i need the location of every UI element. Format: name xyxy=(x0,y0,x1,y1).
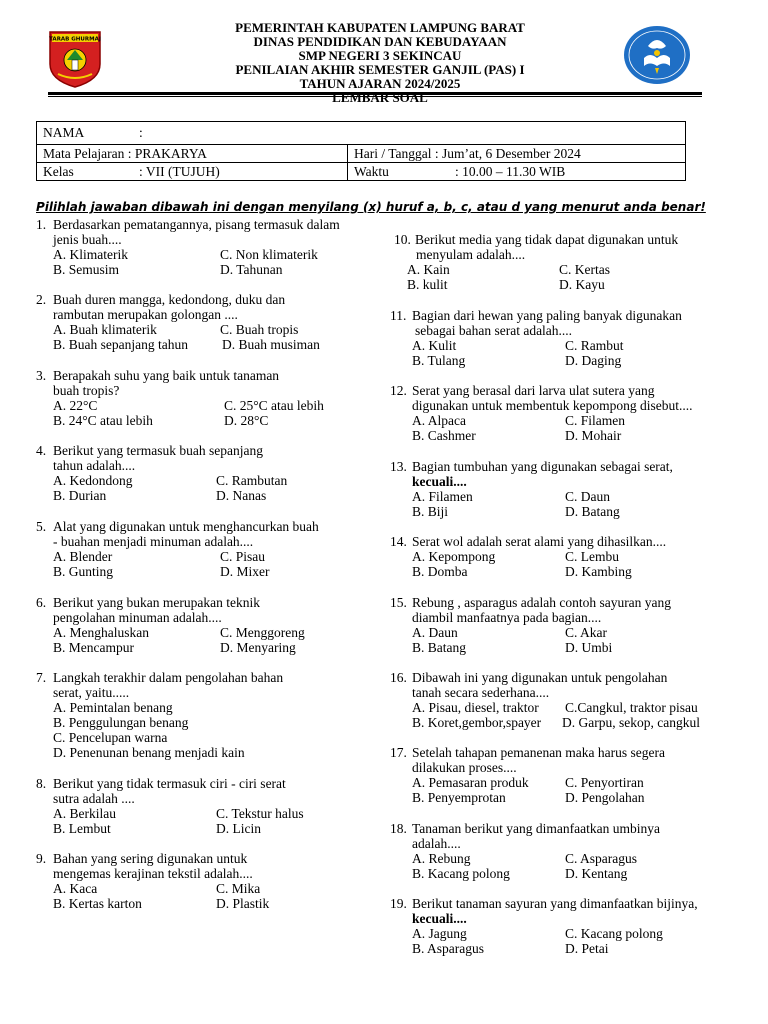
question-number: 14. xyxy=(390,534,407,549)
question-number: 13. xyxy=(390,459,407,474)
tut-wuri-handayani-logo-icon xyxy=(622,24,692,86)
header-line-5: TAHUN AJARAN 2024/2025 xyxy=(299,76,461,91)
question-13 xyxy=(390,459,740,519)
question-number: 5. xyxy=(36,519,47,534)
option-b[interactable]: B. kulit xyxy=(407,277,448,292)
question-11 xyxy=(390,308,740,368)
question-stem: Langkah terakhir dalam pengolahan bahan xyxy=(53,670,284,685)
option-a[interactable]: A. Menghaluskan xyxy=(53,625,149,640)
lampung-barat-emblem-icon xyxy=(48,30,102,88)
option-a[interactable]: A. Pisau, diesel, traktor xyxy=(412,700,539,715)
question-number: 19. xyxy=(390,896,407,911)
option-a[interactable]: A. Pemasaran produk xyxy=(412,775,529,790)
question-number: 15. xyxy=(390,595,407,610)
question-stem: Bahan yang sering digunakan untuk xyxy=(53,851,248,866)
option-d[interactable]: D. Batang xyxy=(565,504,620,519)
question-number: 4. xyxy=(36,443,47,458)
question-stem: Serat wol adalah serat alami yang dihasilkan.... xyxy=(412,534,667,549)
time-cell xyxy=(348,163,686,181)
question-stem: Bagian dari hewan yang paling banyak digunakan xyxy=(412,308,682,323)
option-b[interactable]: B. Mencampur xyxy=(53,640,134,655)
question-1 xyxy=(36,217,381,277)
option-a[interactable]: A. Kulit xyxy=(412,338,457,353)
option-c[interactable]: C. Kertas xyxy=(559,262,610,277)
question-stem: Berikut yang bukan merupakan teknik xyxy=(53,595,260,610)
option-b[interactable]: B. Penggulungan benang xyxy=(53,715,189,730)
question-5 xyxy=(36,519,381,579)
name-label: NAMA xyxy=(43,125,85,140)
question-stem: Berikut yang tidak termasuk ciri - ciri serat xyxy=(53,776,286,791)
class-value: : VII (TUJUH) xyxy=(139,163,220,179)
header-line-2: DINAS PENDIDIKAN DAN KEBUDAYAAN xyxy=(253,34,507,49)
question-stem: pengolahan minuman adalah.... xyxy=(53,610,222,625)
option-a[interactable]: A. Kaca xyxy=(53,881,98,896)
option-b[interactable]: B. Buah sepanjang tahun xyxy=(53,337,188,352)
question-number: 1. xyxy=(36,217,47,232)
question-stem: Berikut tanaman sayuran yang dimanfaatkan bijinya, xyxy=(412,896,698,911)
option-d[interactable]: D. Penenunan benang menjadi kain xyxy=(53,745,245,760)
question-9 xyxy=(36,851,381,911)
question-stem: Setelah tahapan pemanenan maka harus segera xyxy=(412,745,666,760)
option-d[interactable]: D. 28°C xyxy=(224,413,269,428)
question-stem: mengemas kerajinan tekstil adalah.... xyxy=(53,866,253,881)
question-stem: Bagian tumbuhan yang digunakan sebagai serat, xyxy=(412,459,673,474)
question-number: 7. xyxy=(36,670,47,685)
option-c[interactable]: C. Daun xyxy=(565,489,610,504)
option-c[interactable]: C. Rambutan xyxy=(216,473,288,488)
question-3 xyxy=(36,368,381,428)
question-stem: Buah duren mangga, kedondong, duku dan xyxy=(53,292,286,307)
question-stem: Berikut yang termasuk buah sepanjang xyxy=(53,443,263,458)
option-a[interactable]: A. Kepompong xyxy=(412,549,496,564)
option-a[interactable]: A. 22°C xyxy=(53,398,98,413)
date-cell: Hari / Tanggal : Jum’at, 6 Desember 2024 xyxy=(348,145,686,163)
option-a[interactable]: A. Kedondong xyxy=(53,473,133,488)
question-7 xyxy=(36,670,381,760)
option-d[interactable]: D. Kambing xyxy=(565,564,632,579)
question-stem: Tanaman berikut yang dimanfaatkan umbinya xyxy=(412,821,660,836)
option-b[interactable]: B. Cashmer xyxy=(412,428,476,443)
option-b[interactable]: B. 24°C atau lebih xyxy=(53,413,153,428)
header-line-1: PEMERINTAH KABUPATEN LAMPUNG BARAT xyxy=(235,20,525,35)
student-info-table xyxy=(36,121,686,181)
option-d[interactable]: D. Nanas xyxy=(216,488,267,503)
question-stem-emphasis: kecuali.... xyxy=(412,474,467,489)
option-b[interactable]: B. Biji xyxy=(412,504,449,519)
question-stem-emphasis: kecuali.... xyxy=(412,911,467,926)
question-number: 6. xyxy=(36,595,47,610)
option-a[interactable]: A. Alpaca xyxy=(412,413,466,428)
option-d[interactable]: D. Tahunan xyxy=(220,262,283,277)
option-c[interactable]: C. Penyortiran xyxy=(565,775,644,790)
question-number: 12. xyxy=(390,383,407,398)
class-label: Kelas xyxy=(43,163,74,179)
name-separator: : xyxy=(139,125,143,140)
option-b[interactable]: B. Koret,gembor,spayer xyxy=(412,715,542,730)
option-a[interactable]: A. Kain xyxy=(407,262,450,277)
question-8 xyxy=(36,776,381,836)
question-stem: Berdasarkan pematangannya, pisang termasuk dalam xyxy=(53,217,340,232)
question-stem: buah tropis? xyxy=(53,383,120,398)
option-d[interactable]: D. Plastik xyxy=(216,896,270,911)
question-19 xyxy=(390,896,750,956)
option-d[interactable]: D. Daging xyxy=(565,353,622,368)
option-b[interactable]: B. Lembut xyxy=(53,821,111,836)
option-a[interactable]: A. Blender xyxy=(53,549,113,564)
question-14 xyxy=(390,534,740,579)
question-stem: digunakan untuk membentuk kepompong disebut.... xyxy=(412,398,693,413)
option-a[interactable]: A. Rebung xyxy=(412,851,471,866)
question-2 xyxy=(36,292,381,352)
question-stem: Berapakah suhu yang baik untuk tanaman xyxy=(53,368,280,383)
question-stem: sutra adalah .... xyxy=(53,791,135,806)
question-number: 11. xyxy=(390,308,407,323)
option-c[interactable]: C. Filamen xyxy=(565,413,625,428)
question-number: 18. xyxy=(390,821,407,836)
question-16 xyxy=(390,670,750,730)
option-c[interactable]: C. Tekstur halus xyxy=(216,806,304,821)
question-6 xyxy=(36,595,381,655)
question-15 xyxy=(390,595,740,655)
question-number: 16. xyxy=(390,670,407,685)
question-number: 17. xyxy=(390,745,407,760)
question-stem: adalah.... xyxy=(412,836,461,851)
question-number: 9. xyxy=(36,851,47,866)
question-stem: rambutan merupakan golongan .... xyxy=(53,307,238,322)
option-c[interactable]: C. 25°C atau lebih xyxy=(224,398,324,413)
option-a[interactable]: A. Filamen xyxy=(412,489,473,504)
option-d[interactable]: D. Petai xyxy=(565,941,609,956)
question-18 xyxy=(390,821,740,881)
header-line-6: LEMBAR SOAL xyxy=(332,90,428,105)
option-b[interactable]: B. Kertas karton xyxy=(53,896,142,911)
question-4 xyxy=(36,443,381,503)
time-label: Waktu xyxy=(354,163,389,179)
question-stem: tanah secara sederhana.... xyxy=(412,685,550,700)
question-stem: Berikut media yang tidak dapat digunakan untuk xyxy=(415,232,679,247)
option-a[interactable]: A. Buah klimaterik xyxy=(53,322,157,337)
option-c[interactable]: C. Menggoreng xyxy=(220,625,305,640)
question-stem: menyulam adalah.... xyxy=(416,247,526,262)
option-b[interactable]: B. Tulang xyxy=(412,353,466,368)
option-d[interactable]: D. Pengolahan xyxy=(565,790,645,805)
question-12 xyxy=(390,383,740,443)
option-b[interactable]: B. Semusim xyxy=(53,262,120,277)
question-stem: tahun adalah.... xyxy=(53,458,136,473)
option-a[interactable]: A. Pemintalan benang xyxy=(53,700,173,715)
option-b[interactable]: B. Batang xyxy=(412,640,466,655)
question-stem: serat, yaitu..... xyxy=(53,685,130,700)
question-stem: diambil manfaatnya pada bagian.... xyxy=(412,610,602,625)
instruction: Pilihlah jawaban dibawah ini dengan menyilang (x) huruf a, b, c, atau d yang menurut anda benar! xyxy=(36,200,706,214)
option-c[interactable]: C. Pisau xyxy=(220,549,266,564)
option-c[interactable]: C. Pencelupan warna xyxy=(53,730,168,745)
option-a[interactable]: A. Daun xyxy=(412,625,458,640)
header-line-4: PENILAIAN AKHIR SEMESTER GANJIL (PAS) I xyxy=(235,62,525,77)
emblem-motto: TARAB GHURMAJ xyxy=(49,36,101,43)
option-d[interactable]: D. Mixer xyxy=(220,564,270,579)
question-stem: - buahan menjadi minuman adalah.... xyxy=(53,534,254,549)
time-value: : 10.00 – 11.30 WIB xyxy=(455,163,566,179)
question-number: 8. xyxy=(36,776,47,791)
option-c[interactable]: C. Non klimaterik xyxy=(220,247,318,262)
option-c[interactable]: C. Akar xyxy=(565,625,607,640)
option-b[interactable]: B. Domba xyxy=(412,564,468,579)
option-b[interactable]: B. Durian xyxy=(53,488,107,503)
option-a[interactable]: A. Jagung xyxy=(412,926,467,941)
option-a[interactable]: A. Klimaterik xyxy=(53,247,128,262)
question-stem: Rebung , asparagus adalah contoh sayuran yang xyxy=(412,595,672,610)
option-c[interactable]: C. Mika xyxy=(216,881,261,896)
question-stem: Alat yang digunakan untuk menghancurkan buah xyxy=(53,519,319,534)
header-line-3: SMP NEGERI 3 SEKINCAU xyxy=(298,48,462,63)
option-c[interactable]: C. Buah tropis xyxy=(220,322,299,337)
option-b[interactable]: B. Kacang polong xyxy=(412,866,510,881)
option-d[interactable]: D. Licin xyxy=(216,821,261,836)
option-d[interactable]: D. Mohair xyxy=(565,428,622,443)
header-rule-thin xyxy=(48,96,702,97)
header-rule-thick xyxy=(48,92,702,95)
option-d[interactable]: D. Garpu, sekop, cangkul xyxy=(562,715,700,730)
question-stem: dilakukan proses.... xyxy=(412,760,517,775)
question-stem: sebagai bahan serat adalah.... xyxy=(415,323,573,338)
question-17 xyxy=(390,745,740,805)
option-d[interactable]: D. Umbi xyxy=(565,640,613,655)
option-d[interactable]: D. Kentang xyxy=(565,866,628,881)
option-b[interactable]: B. Asparagus xyxy=(412,941,484,956)
option-d[interactable]: D. Kayu xyxy=(559,277,605,292)
option-c[interactable]: C. Rambut xyxy=(565,338,624,353)
question-stem: Dibawah ini yang digunakan untuk pengolahan xyxy=(412,670,668,685)
option-d[interactable]: D. Buah musiman xyxy=(222,337,320,352)
option-a[interactable]: A. Berkilau xyxy=(53,806,116,821)
question-number: 2. xyxy=(36,292,47,307)
name-cell[interactable] xyxy=(37,122,686,145)
class-cell xyxy=(37,163,348,181)
option-b[interactable]: B. Penyemprotan xyxy=(412,790,506,805)
option-c[interactable]: C. Asparagus xyxy=(565,851,637,866)
option-c[interactable]: C. Kacang polong xyxy=(565,926,663,941)
question-number: 3. xyxy=(36,368,47,383)
option-b[interactable]: B. Gunting xyxy=(53,564,114,579)
option-c[interactable]: C. Lembu xyxy=(565,549,619,564)
question-stem: Serat yang berasal dari larva ulat sutera yang xyxy=(412,383,655,398)
option-d[interactable]: D. Menyaring xyxy=(220,640,296,655)
question-stem: jenis buah.... xyxy=(53,232,122,247)
question-number: 10. xyxy=(394,232,411,247)
question-10 xyxy=(394,232,739,292)
option-c[interactable]: C.Cangkul, traktor pisau xyxy=(565,700,698,715)
subject-cell: Mata Pelajaran : PRAKARYA xyxy=(37,145,348,163)
